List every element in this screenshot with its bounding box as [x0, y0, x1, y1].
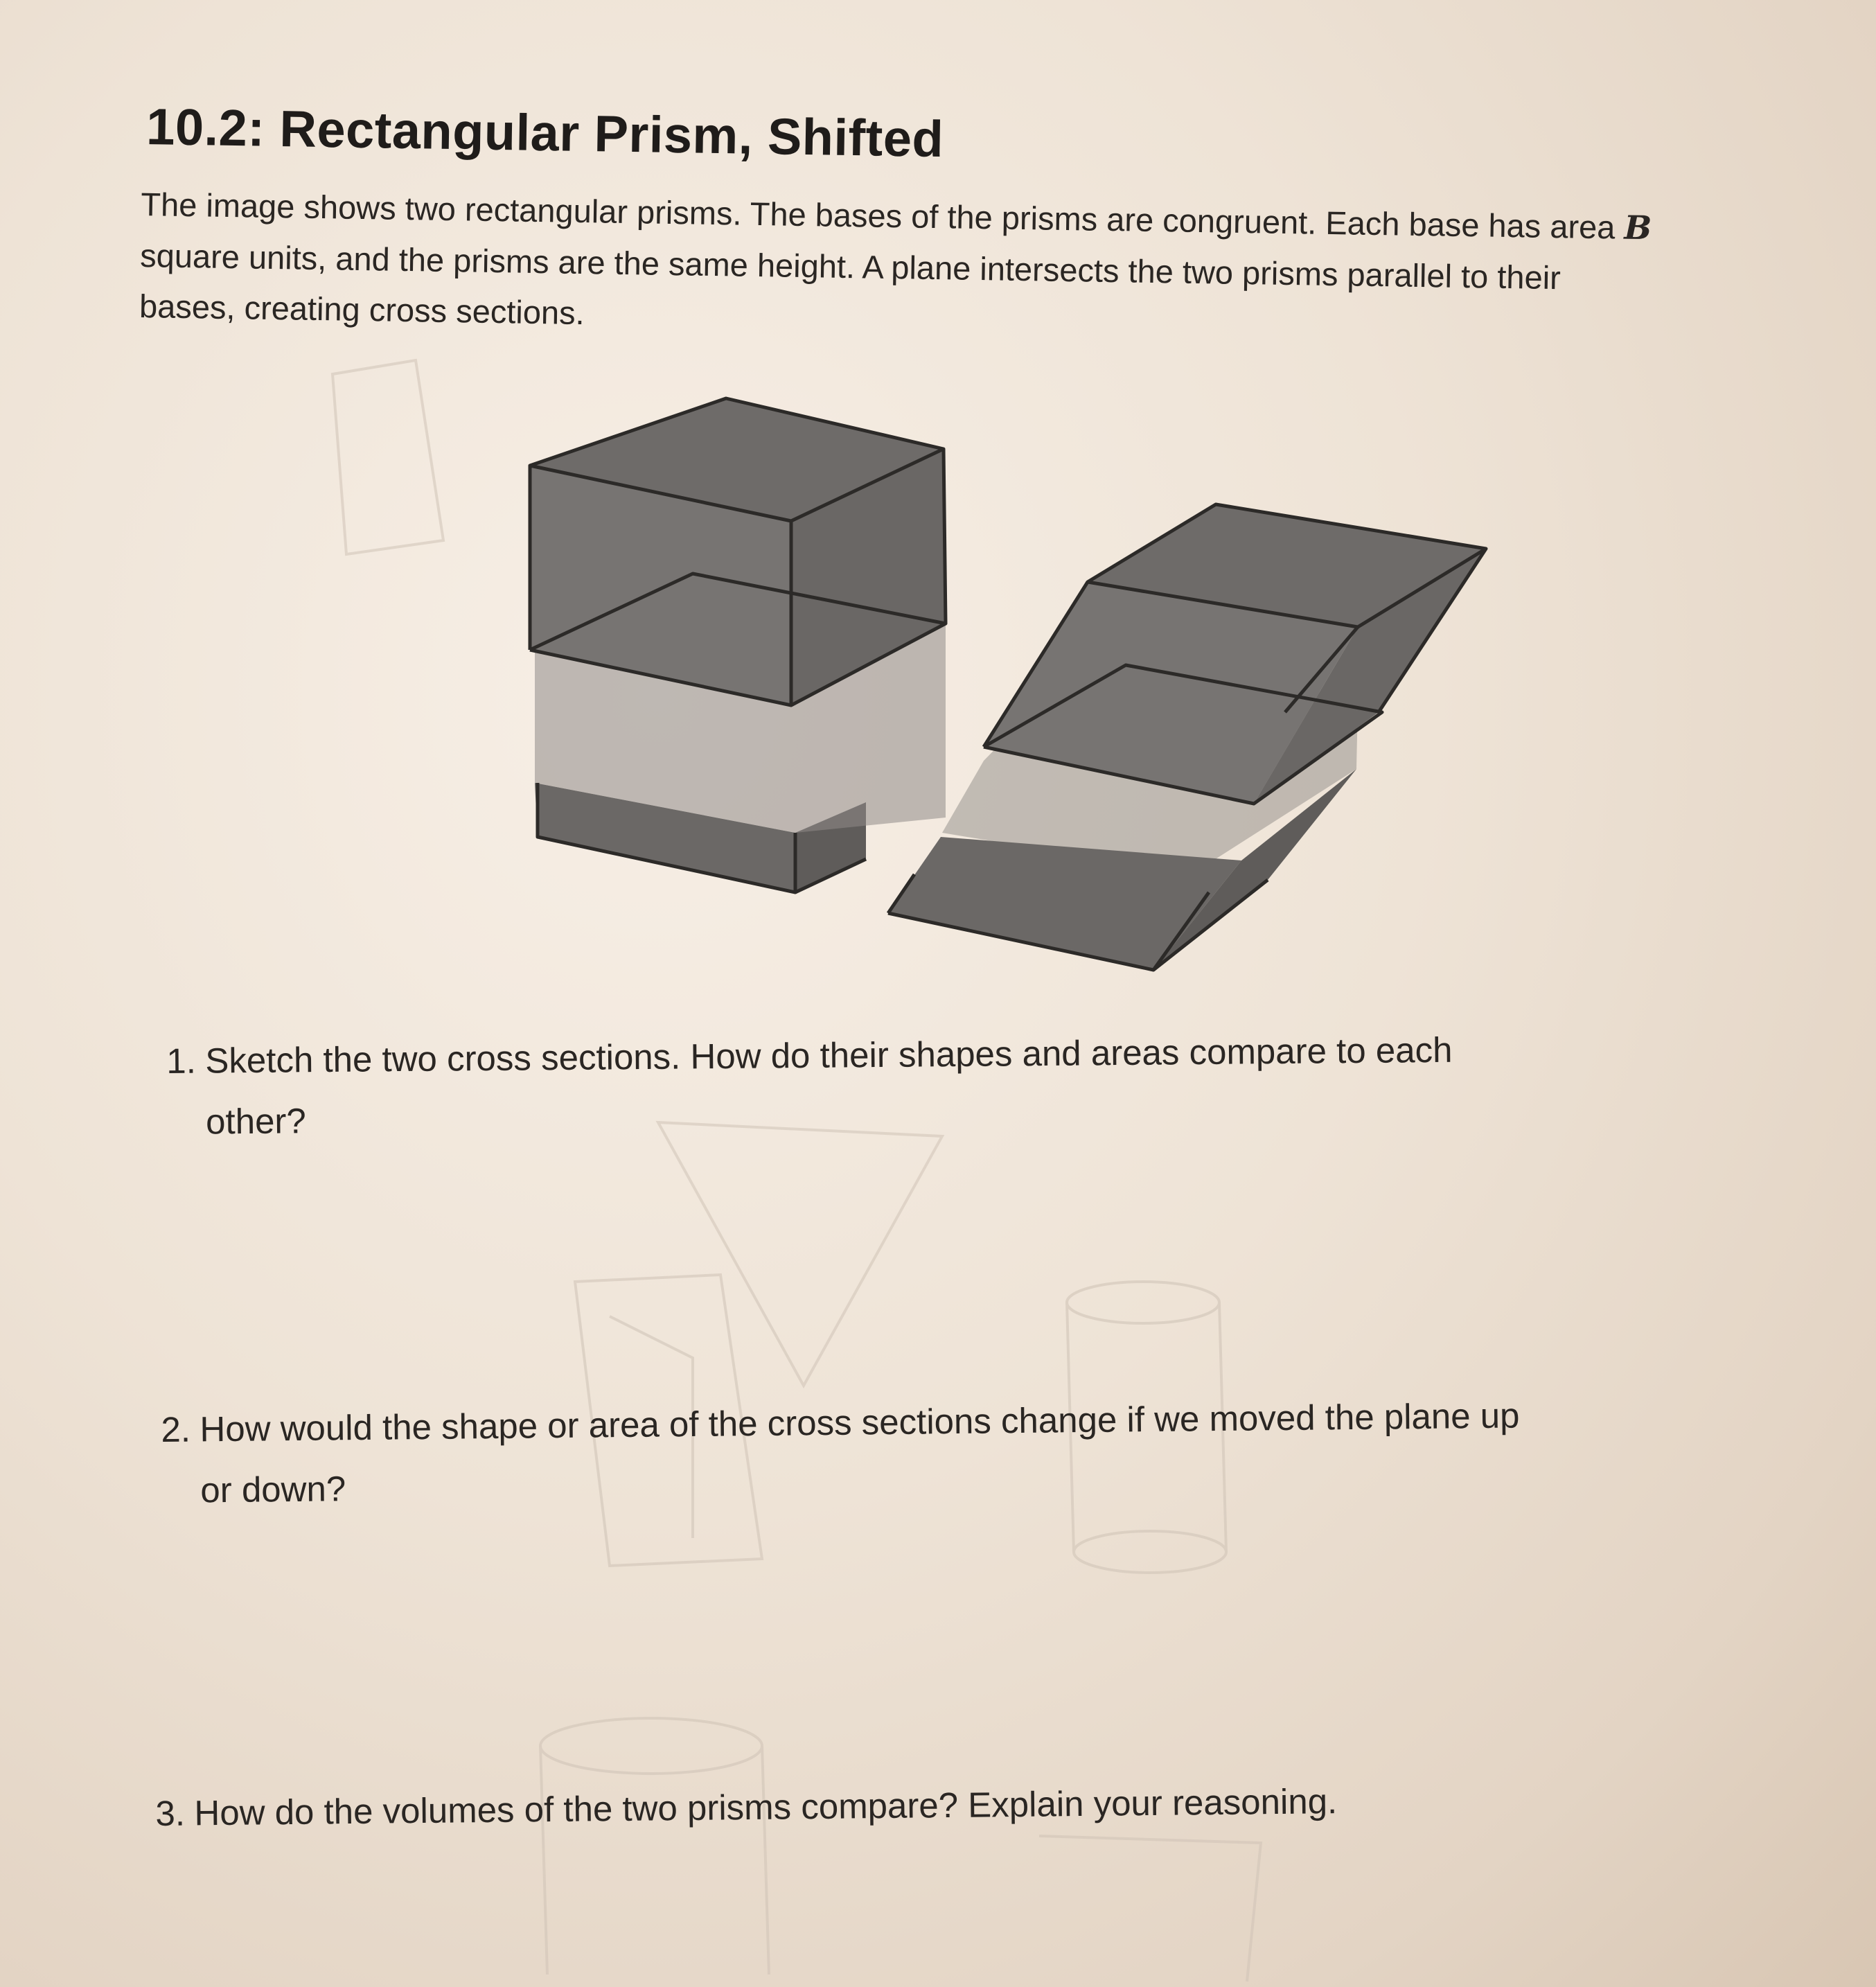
- intro-text-part2: square units, and the prisms are the same height. A plane intersects the two prisms parallel to their bases, creating cross sections.: [139, 236, 1561, 332]
- question-3-number: 3.: [155, 1793, 186, 1833]
- question-3: [155, 1767, 1749, 1844]
- question-1-text-line2: other?: [205, 1101, 306, 1142]
- intro-text-part1: The image shows two rectangular prisms. The bases of the prisms are congruent. Each base has area: [141, 185, 1625, 246]
- question-2-text-line1: How would the shape or area of the cross sections change if we moved the plane up: [200, 1395, 1520, 1449]
- question-1: [166, 1018, 1691, 1153]
- question-2: [161, 1382, 1790, 1521]
- oblique-rectangular-prism: [888, 504, 1486, 970]
- question-2-number: 2.: [161, 1409, 191, 1449]
- question-2-text-line2: or down?: [200, 1469, 346, 1510]
- question-1-number: 1.: [166, 1041, 197, 1081]
- page-title: 10.2: Rectangular Prism, Shifted: [145, 97, 944, 168]
- prisms-figure: [499, 388, 1503, 984]
- base-area-variable: B: [1624, 209, 1652, 248]
- right-rectangular-prism: [530, 398, 946, 892]
- intro-paragraph: [139, 179, 1665, 355]
- question-1-text-line1: Sketch the two cross sections. How do their shapes and areas compare to each: [205, 1030, 1453, 1081]
- question-3-text: How do the volumes of the two prisms compare? Explain your reasoning.: [194, 1781, 1338, 1833]
